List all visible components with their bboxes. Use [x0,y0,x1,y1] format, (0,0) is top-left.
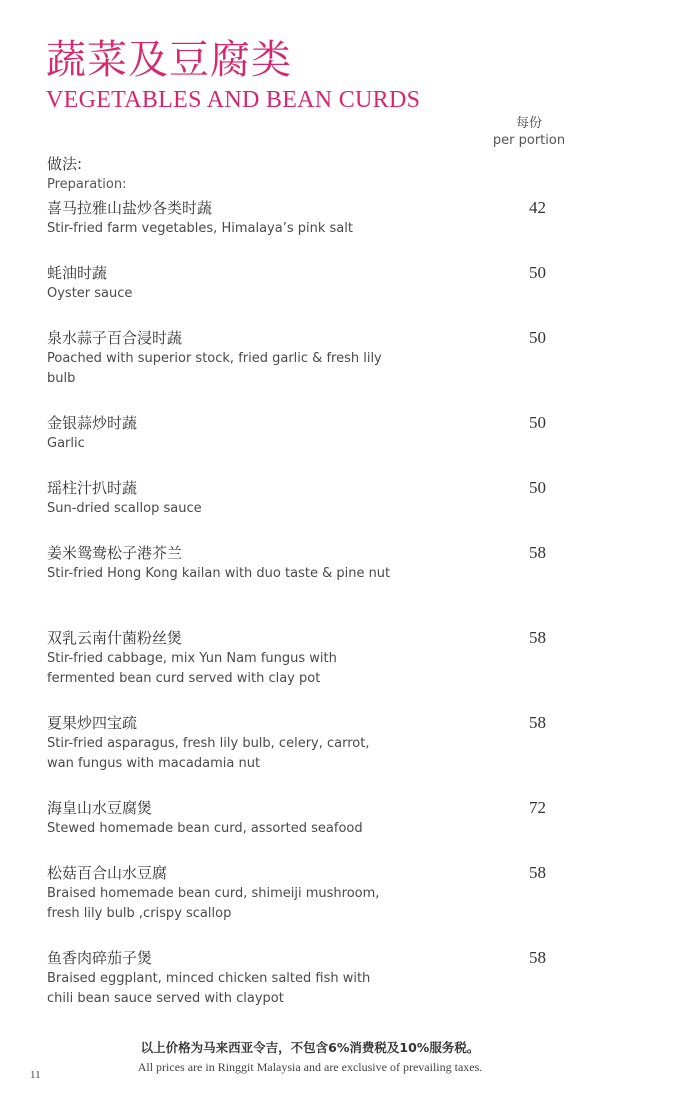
menu-item-price: 42 [529,198,546,217]
menu-item-price: 72 [529,798,546,817]
menu-item [47,712,567,774]
menu-item-price: 58 [529,863,546,882]
menu-item [47,947,567,1009]
page-title-zh: 蔬菜及豆腐类 [46,37,292,83]
menu-item-name-zh: 鱼香肉碎茄子煲 [47,949,153,967]
menu-item [47,862,567,924]
preparation-label-zh: 做法: [47,155,83,173]
menu-item-description: Braised eggplant, minced chicken salted fish with chili bean sauce served with claypot [47,971,371,1006]
menu-item-description: Sun-dried scallop sauce [47,501,202,516]
preparation-label-en: Preparation: [47,177,127,192]
menu-item-description: Braised homemade bean curd, shimeiji mushroom, fresh lily bulb ,crispy scallop [47,886,380,921]
page-number: 11 [30,1069,41,1081]
menu-item-description: Stir-fried asparagus, fresh lily bulb, celery, carrot, wan fungus with macadamia nut [47,736,370,771]
menu-item-price: 50 [529,263,546,282]
menu-item [47,412,567,454]
menu-item-price: 50 [529,478,546,497]
footer-note-zh: 以上价格为马来西亚令吉，不包含6%消费税及10%服务税。 [140,1040,480,1055]
menu-item-name-zh: 姜米鸳鸯松子港芥兰 [47,544,183,562]
menu-item-description: Stir-fried cabbage, mix Yun Nam fungus with fermented bean curd served with clay pot [47,651,337,686]
menu-item-description: Stir-fried Hong Kong kailan with duo taste & pine nut [47,566,391,581]
menu-item [47,797,567,839]
menu-item-name-zh: 金银蒜炒时蔬 [47,414,138,432]
menu-item [47,627,567,689]
menu-item-description: Poached with superior stock, fried garlic & fresh lily bulb [47,351,382,386]
menu-item [47,197,567,239]
menu-item-name-zh: 喜马拉雅山盐炒各类时蔬 [47,199,213,217]
menu-item-price: 58 [529,543,546,562]
menu-item [47,327,567,389]
menu-item [47,542,567,584]
menu-item-name-zh: 瑶柱汁扒时蔬 [47,479,138,497]
menu-item-price: 58 [529,628,546,647]
portion-label-en: per portion [492,133,566,148]
menu-item-name-zh: 松菇百合山水豆腐 [47,864,168,882]
menu-item [47,262,567,304]
menu-item-name-zh: 泉水蒜子百合浸时蔬 [47,329,183,347]
footer-note-en: All prices are in Ringgit Malaysia and are exclusive of prevailing taxes. [137,1060,483,1074]
menu-item-name-zh: 夏果炒四宝疏 [47,714,138,732]
menu-item-description: Stir-fried farm vegetables, Himalaya’s pink salt [47,221,353,236]
menu-item-description: Garlic [47,436,85,451]
menu-item-price: 58 [529,948,546,967]
menu-item-description: Oyster sauce [47,286,133,301]
menu-item-name-zh: 蚝油时蔬 [47,264,108,282]
menu-item-price: 50 [529,328,546,347]
menu-item-description: Stewed homemade bean curd, assorted seafood [47,821,363,836]
menu-item-price: 50 [529,413,546,432]
menu-item [47,477,567,519]
menu-item-price: 58 [529,713,546,732]
page-title-en: VEGETABLES AND BEAN CURDS [46,87,421,113]
menu-item-name-zh: 双乳云南什菌粉丝煲 [47,629,183,647]
menu-item-name-zh: 海皇山水豆腐煲 [47,799,153,817]
portion-label-zh: 每份 [515,116,542,131]
